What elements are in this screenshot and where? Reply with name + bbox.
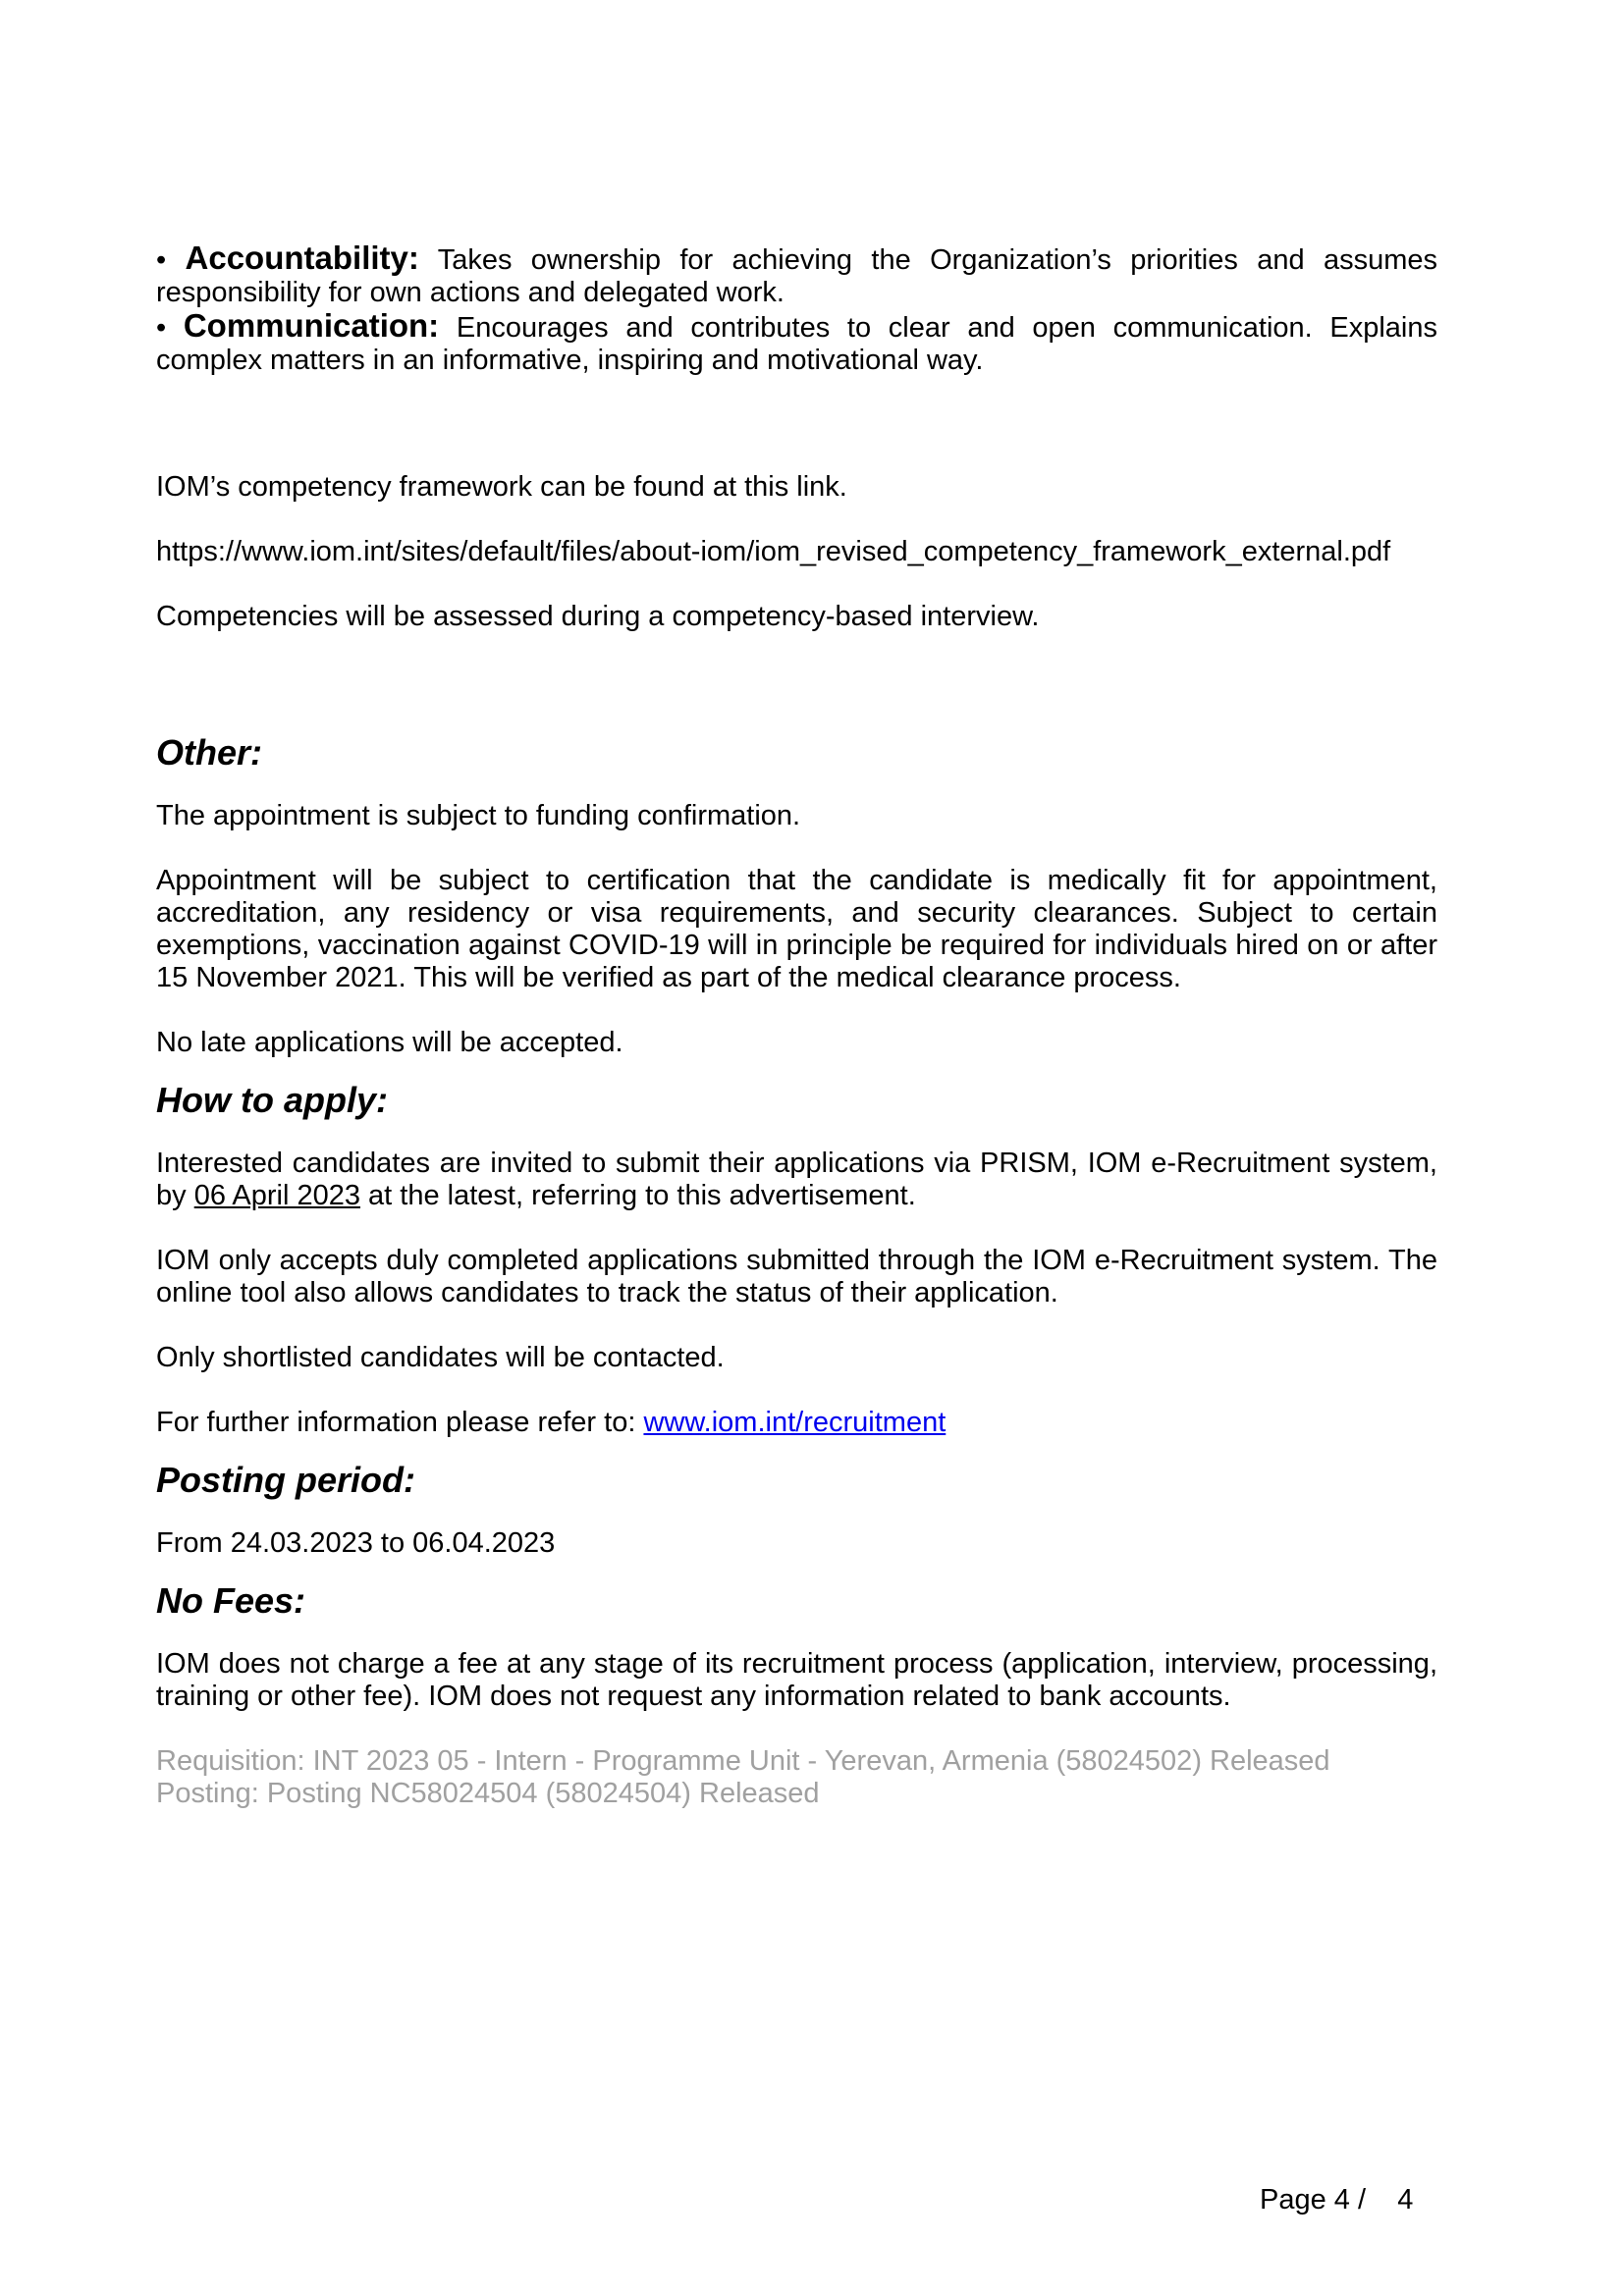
framework-url[interactable]: https://www.iom.int/sites/default/files/about-iom/iom_revised_competency_framework_external.pdf [156,536,1391,567]
other-late-applications: No late applications will be accepted. [156,1027,623,1058]
apply-shortlisted: Only shortlisted candidates will be contacted. [156,1342,725,1373]
section-heading-other: Other: [156,732,262,773]
deadline-date: 06 April 2023 [193,1180,360,1211]
apply-further-info [156,1407,1437,1439]
framework-intro: IOM’s competency framework can be found at this link. [156,471,847,503]
competency-text: Encourages and contributes to clear and open communication. Explains complex matters in an informative, inspiring and motivational way. [156,312,1437,376]
page-number: Page 4 / 4 [1260,2184,1414,2216]
apply-erecruitment: IOM only accepts duly completed applications submitted through the IOM e-Recruitment system. The online tool also allows candidates to track the status of their application. [156,1245,1437,1308]
requisition-line: Requisition: INT 2023 05 - Intern - Programme Unit - Yerevan, Armenia (58024502) Released [156,1745,1330,1777]
competency-communication [156,309,1437,377]
posting-line: Posting: Posting NC58024504 (58024504) Released [156,1778,820,1809]
further-info-text: For further information please refer to: [156,1407,644,1438]
no-fees-text: IOM does not charge a fee at any stage of its recruitment process (application, interview, processing, training or other fee). IOM does not request any information related to bank accounts. [156,1648,1437,1712]
competency-title: Accountability: [185,240,419,276]
posting-period-dates: From 24.03.2023 to 06.04.2023 [156,1527,556,1559]
competency-accountability [156,241,1437,309]
apply-instructions [156,1148,1437,1212]
section-heading-no-fees: No Fees: [156,1580,306,1621]
recruitment-link[interactable]: www.iom.int/recruitment [643,1407,947,1438]
other-funding: The appointment is subject to funding confirmation. [156,800,801,831]
section-heading-how-to-apply: How to apply: [156,1080,388,1120]
bullet: • [156,312,167,344]
section-heading-posting-period: Posting period: [156,1460,415,1500]
competency-text: Takes ownership for achieving the Organization’s priorities and assumes responsibility for own actions and delegated work. [156,244,1437,308]
apply-text-before: Interested candidates are invited to submit their applications via PRISM, IOM e-Recruitment system, by [156,1148,1437,1211]
competency-title: Communication: [183,307,440,344]
competencies-assessment: Competencies will be assessed during a competency-based interview. [156,601,1040,632]
other-appointment: Appointment will be subject to certification that the candidate is medically fit for appointment, accreditation, any residency or visa requirements, and security clearances. Subject to certain exemptions, vaccination against COVID-19 will in principle be required for individuals hired on or after 15 November 2021. This will be verified as part of the medical clearance process. [156,865,1437,993]
document-page [156,241,1437,1810]
bullet: • [156,244,167,276]
apply-text-after: at the latest, referring to this advertisement. [360,1180,916,1211]
